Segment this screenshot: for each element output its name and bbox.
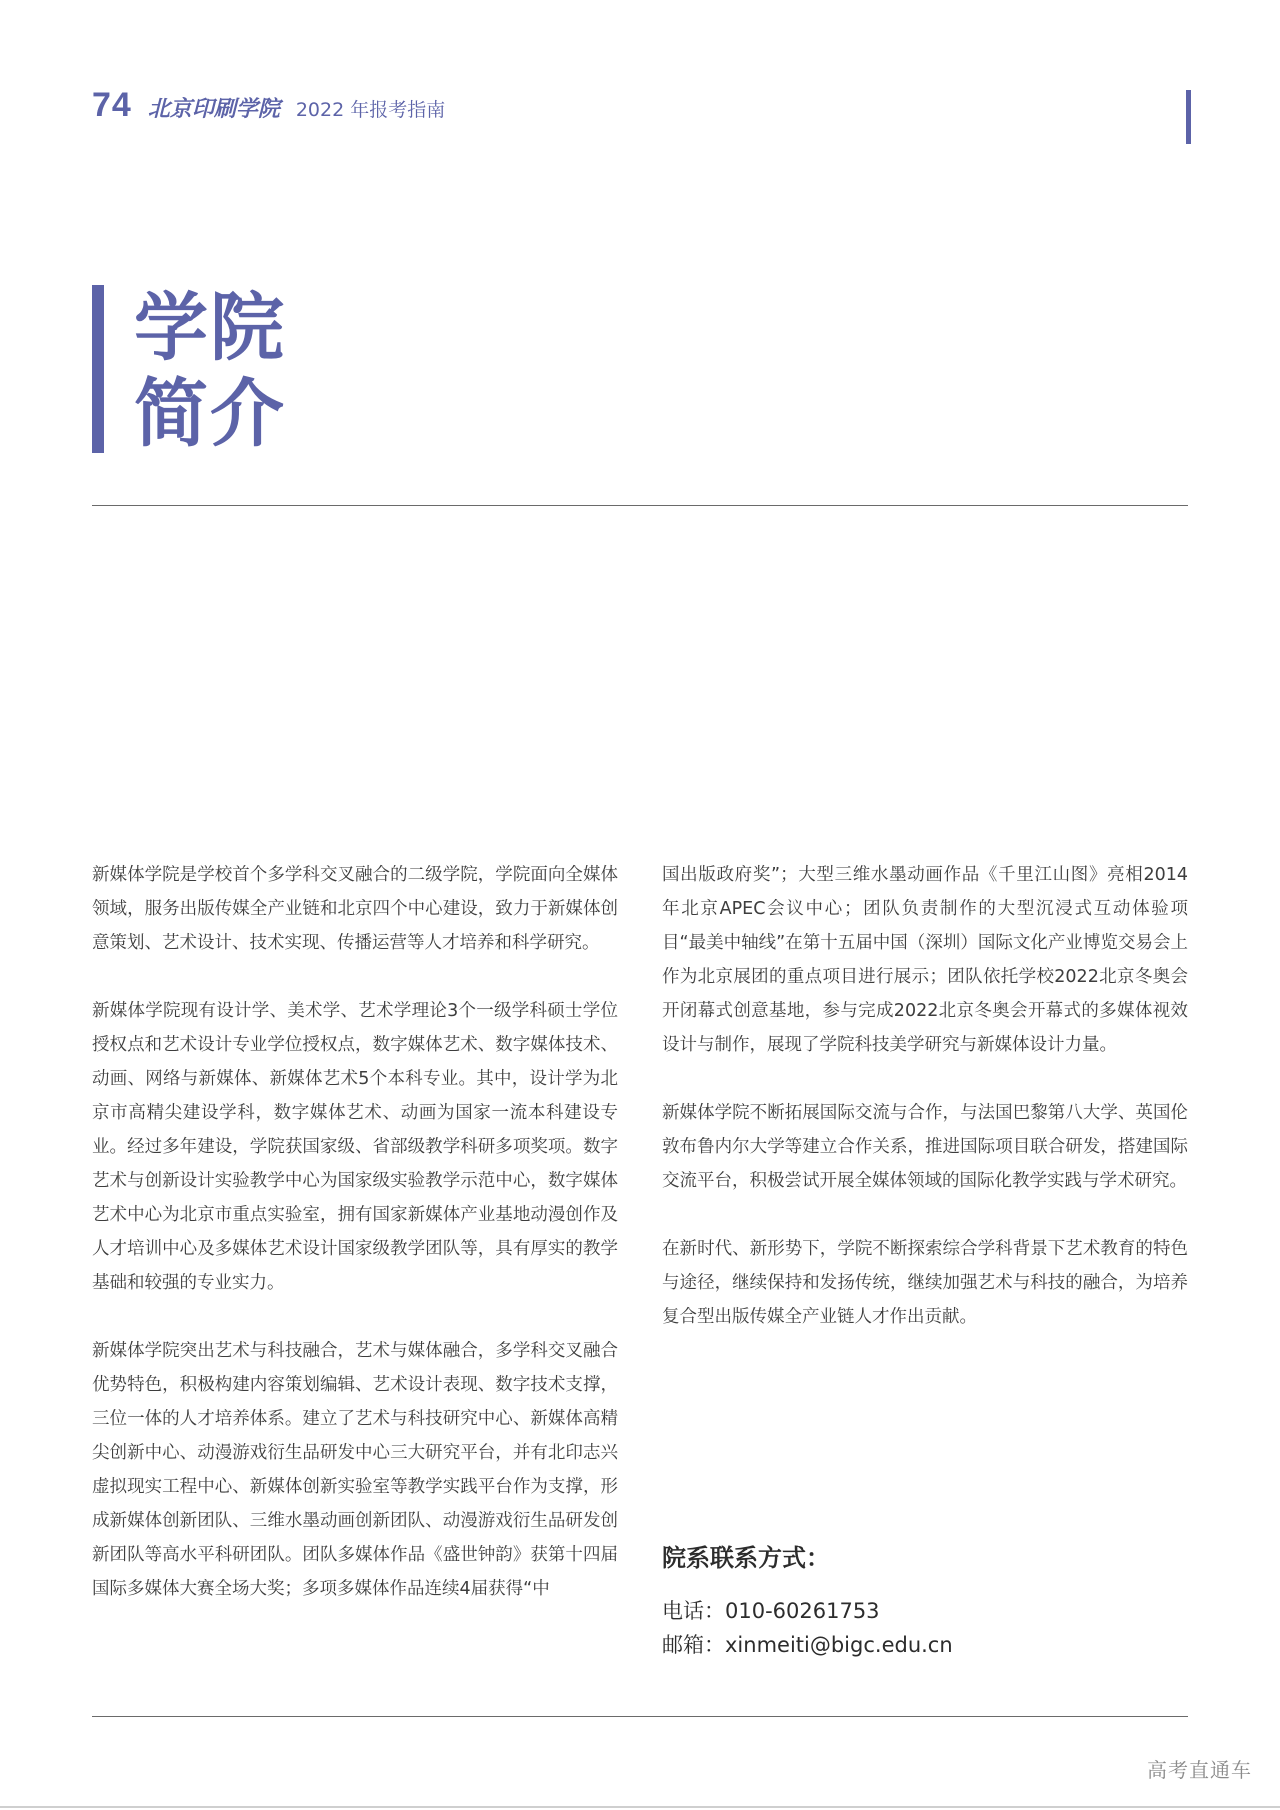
header-accent-bar <box>1186 90 1191 144</box>
school-name-logo: 北京印刷学院 <box>147 96 280 122</box>
title-accent-bar <box>92 285 104 453</box>
watermark-text: 高考直通车 <box>1147 1758 1252 1782</box>
contact-block <box>662 1538 1188 1662</box>
paragraph: 新媒体学院不断拓展国际交流与合作，与法国巴黎第八大学、英国伦敦布鲁内尔大学等建立合作关系，推进国际项目联合研发，搭建国际交流平台，积极尝试开展全媒体领域的国际化教学实践与学术研究。 <box>662 1103 1188 1191</box>
top-divider <box>92 505 1188 506</box>
paragraph: 新媒体学院突出艺术与科技融合，艺术与媒体融合，多学科交叉融合优势特色，积极构建内容策划编辑、艺术设计表现、数字技术支撑，三位一体的人才培养体系。建立了艺术与科技研究中心、新媒体高精尖创新中心、动漫游戏衍生品研发中心三大研究平台，并有北印志兴虚拟现实工程中心、新媒体创新实验室等教学实践平台作为支撑，形成新媒体创新团队、三维水墨动画创新团队、动漫游戏衍生品研发创新团队等高水平科研团队。团队多媒体作品《盛世钟韵》获第十四届国际多媒体大赛全场大奖；多项多媒体作品连续4届获得“中 <box>92 1341 618 1599</box>
body-right-column <box>662 858 1188 1368</box>
contact-heading: 院系联系方式： <box>662 1544 830 1572</box>
body-left-column <box>92 858 618 1640</box>
bottom-divider <box>92 1716 1188 1717</box>
paragraph: 在新时代、新形势下，学院不断探索综合学科背景下艺术教育的特色与途径，继续保持和发扬传统，继续加强艺术与科技的融合，为培养复合型出版传媒全产业链人才作出贡献。 <box>662 1239 1188 1327</box>
page-number: 74 <box>92 86 132 124</box>
paragraph: 新媒体学院是学校首个多学科交叉融合的二级学院，学院面向全媒体领域，服务出版传媒全产业链和北京四个中心建设，致力于新媒体创意策划、艺术设计、技术实现、传播运营等人才培养和科学研究。 <box>92 865 618 953</box>
title-text <box>134 285 286 457</box>
paragraph: 国出版政府奖”；大型三维水墨动画作品《千里江山图》亮相2014年北京APEC会议中心；团队负责制作的大型沉浸式互动体验项目“最美中轴线”在第十五届中国（深圳）国际文化产业博览交易会上作为北京展团的重点项目进行展示；团队依托学校2022北京冬奥会开闭幕式创意基地，参与完成2022北京冬奥会开幕式的多媒体视效设计与制作，展现了学院科技美学研究与新媒体设计力量。 <box>662 865 1188 1055</box>
contact-email: 邮箱：xinmeiti@bigc.edu.cn <box>662 1633 953 1657</box>
paragraph: 新媒体学院现有设计学、美术学、艺术学理论3个一级学科硕士学位授权点和艺术设计专业学位授权点，数字媒体艺术、数字媒体技术、动画、网络与新媒体、新媒体艺术5个本科专业。其中，设计学为北京市高精尖建设学科，数字媒体艺术、动画为国家一流本科建设专业。经过多年建设，学院获国家级、省部级教学科研多项奖项。数字艺术与创新设计实验教学中心为国家级实验教学示范中心，数字媒体艺术中心为北京市重点实验室，拥有国家新媒体产业基地动漫创作及人才培训中心及多媒体艺术设计国家级教学团队等，具有厚实的教学基础和较强的专业实力。 <box>92 1001 618 1293</box>
guide-title: 2022 年报考指南 <box>295 99 446 121</box>
contact-phone: 电话：010-60261753 <box>662 1599 880 1623</box>
title-line-1: 学院 <box>134 285 286 371</box>
section-title <box>92 285 286 457</box>
page-edge-line <box>0 1806 1280 1808</box>
page-header <box>92 86 445 126</box>
title-line-2: 简介 <box>134 371 286 457</box>
